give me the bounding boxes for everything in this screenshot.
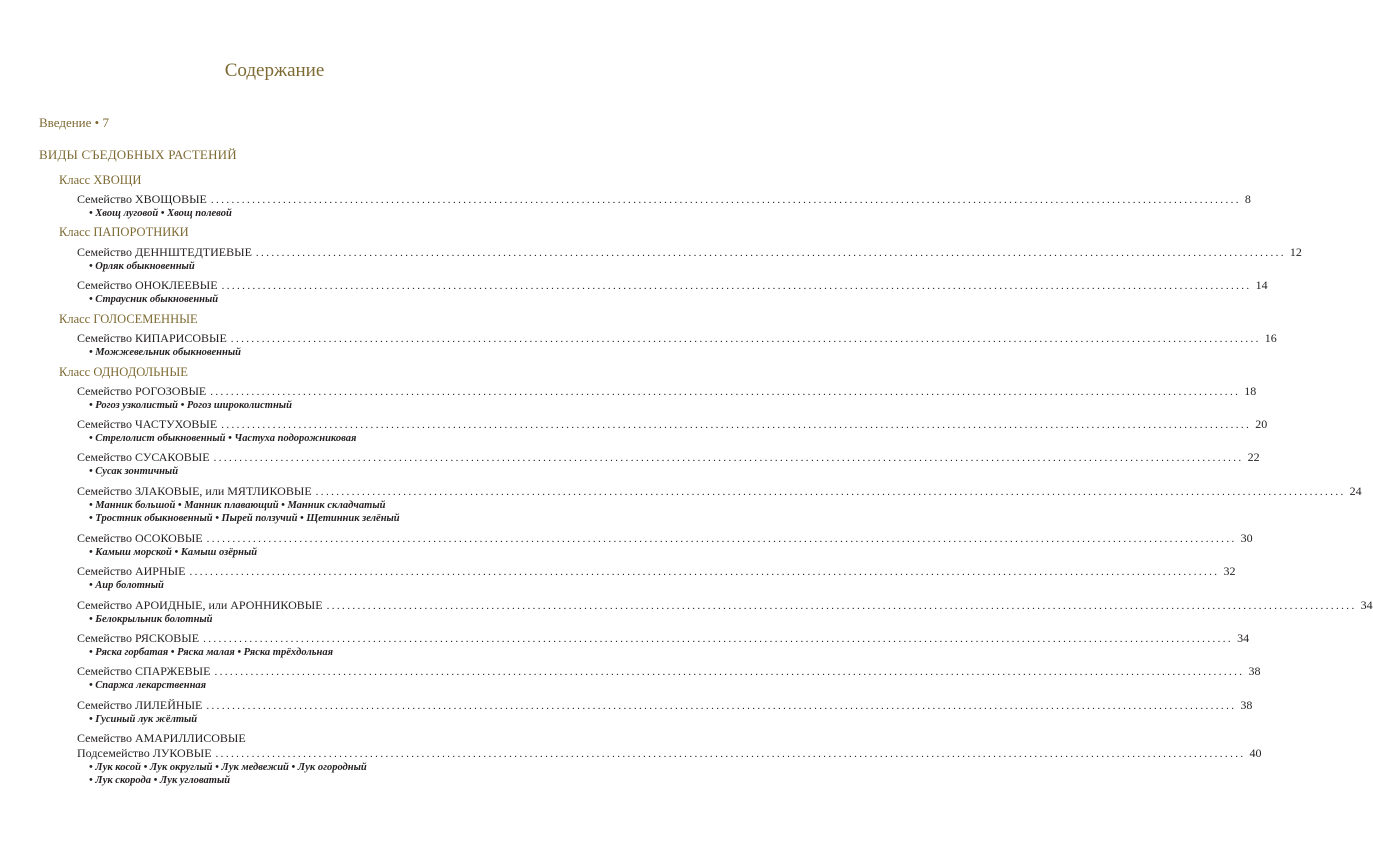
family-name: Семейство РОГОЗОВЫЕ: [77, 384, 207, 398]
species-list: • Тростник обыкновенный • Пырей ползучий • Щетинник зелёный: [89, 513, 400, 524]
leader-dots: ........................................................................................................................................................................................................: [213, 452, 1244, 464]
page-number: 14: [1255, 278, 1268, 292]
leader-dots: ........................................................................................................................................................................................................: [230, 333, 1261, 345]
leader-dots: ........................................................................................................................................................................................................: [210, 194, 1241, 206]
family-name: Семейство ХВОЩОВЫЕ: [77, 192, 207, 206]
toc-entry[interactable]: [77, 192, 1251, 220]
species-list: • Камыш морской • Камыш озёрный: [89, 547, 258, 558]
page-number: 12: [1289, 245, 1302, 259]
page-number: 40: [1249, 746, 1262, 760]
family-name: Семейство ЛИЛЕЙНЫЕ: [77, 698, 203, 712]
page-number: 34: [1360, 598, 1373, 612]
page-number: 8: [1244, 192, 1251, 206]
page-number: 22: [1247, 450, 1260, 464]
page-number: 24: [1349, 484, 1362, 498]
page-number: 30: [1240, 531, 1253, 545]
species-list: • Рогоз узколистый • Рогоз широколистный: [89, 400, 292, 411]
species-list: • Спаржа лекарственная: [89, 680, 207, 691]
page-number: 16: [1264, 331, 1277, 345]
toc-entry[interactable]: [77, 450, 1260, 478]
class-heading: Класс ОДНОДОЛЬНЫЕ: [59, 365, 188, 379]
leader-dots: ........................................................................................................................................................................................................: [214, 666, 1245, 678]
toc-entry[interactable]: [77, 245, 1302, 273]
family-name: Семейство РЯСКОВЫЕ: [77, 631, 200, 645]
family-name: Семейство АРОИДНЫЕ, или АРОННИКОВЫЕ: [77, 598, 323, 612]
leader-dots: ........................................................................................................................................................................................................: [221, 419, 1252, 431]
toc-entry[interactable]: [77, 564, 1236, 592]
section-heading: ВИДЫ СЪЕДОБНЫХ РАСТЕНИЙ: [39, 147, 237, 162]
toc-entry[interactable]: [77, 664, 1261, 692]
leader-dots: ........................................................................................................................................................................................................: [206, 700, 1237, 712]
toc-entry[interactable]: [77, 631, 1250, 659]
toc-entry[interactable]: [77, 278, 1268, 306]
intro-link[interactable]: Введение • 7: [39, 115, 109, 130]
toc-entry[interactable]: [77, 417, 1268, 445]
family-name: Семейство ЧАСТУХОВЫЕ: [77, 417, 218, 431]
page-number: 32: [1223, 564, 1236, 578]
class-heading: Класс ХВОЩИ: [59, 173, 142, 187]
toc-entry[interactable]: [77, 731, 1262, 787]
leader-dots: ........................................................................................................................................................................................................: [215, 748, 1246, 760]
species-list: • Манник большой • Манник плавающий • Манник складчатый: [89, 500, 386, 511]
page-number: 38: [1248, 664, 1261, 678]
family-name: Семейство АМАРИЛЛИСОВЫЕ: [77, 731, 246, 745]
species-list: • Аир болотный: [89, 580, 164, 591]
leader-dots: ........................................................................................................................................................................................................: [315, 486, 1346, 498]
species-list: • Сусак зонтичный: [89, 466, 179, 477]
species-list: • Можжевельник обыкновенный: [89, 347, 241, 358]
family-name: Семейство СУСАКОВЫЕ: [77, 450, 210, 464]
toc-entry[interactable]: [77, 698, 1253, 726]
family-name: Семейство АИРНЫЕ: [77, 564, 186, 578]
species-list: • Белокрыльник болотный: [89, 614, 213, 625]
page-number: 20: [1255, 417, 1268, 431]
family-name: Семейство ДЕННШТЕДТИЕВЫЕ: [77, 245, 252, 259]
toc-entry[interactable]: [77, 531, 1253, 559]
toc-entry[interactable]: [77, 384, 1257, 412]
family-name: Семейство СПАРЖЕВЫЕ: [77, 664, 211, 678]
subfamily-name: Подсемейство ЛУКОВЫЕ: [77, 746, 212, 760]
family-name: Семейство ЗЛАКОВЫЕ, или МЯТЛИКОВЫЕ: [77, 484, 312, 498]
leader-dots: ........................................................................................................................................................................................................: [221, 280, 1252, 292]
family-name: Семейство ОНОКЛЕЕВЫЕ: [77, 278, 218, 292]
toc-entry[interactable]: [77, 484, 1362, 525]
toc-entry[interactable]: [77, 331, 1277, 359]
leader-dots: ........................................................................................................................................................................................................: [206, 533, 1237, 545]
page-number: 38: [1240, 698, 1253, 712]
leader-dots: ........................................................................................................................................................................................................: [210, 386, 1241, 398]
species-list: • Страусник обыкновенный: [89, 294, 219, 305]
class-heading: Класс ПАПОРОТНИКИ: [59, 225, 189, 239]
page-number: 34: [1237, 631, 1250, 645]
species-list: • Ряска горбатая • Ряска малая • Ряска трёхдольная: [89, 647, 334, 658]
family-name: Семейство КИПАРИСОВЫЕ: [77, 331, 227, 345]
page-number: 18: [1244, 384, 1257, 398]
leader-dots: ........................................................................................................................................................................................................: [189, 566, 1220, 578]
leader-dots: ........................................................................................................................................................................................................: [255, 247, 1286, 259]
page-title: Содержание: [224, 60, 325, 81]
species-list: • Орляк обыкновенный: [89, 261, 195, 272]
species-list: • Лук косой • Лук округлый • Лук медвежий • Лук огородный: [89, 762, 367, 773]
class-heading: Класс ГОЛОСЕМЕННЫЕ: [59, 312, 198, 326]
toc-entry[interactable]: [77, 598, 1373, 626]
species-list: • Гусиный лук жёлтый: [89, 714, 198, 725]
family-name: Семейство ОСОКОВЫЕ: [77, 531, 203, 545]
leader-dots: ........................................................................................................................................................................................................: [326, 600, 1357, 612]
species-list: • Хвощ луговой • Хвощ полевой: [89, 208, 232, 219]
leader-dots: ........................................................................................................................................................................................................: [203, 633, 1234, 645]
species-list: • Стрелолист обыкновенный • Частуха подорожниковая: [89, 433, 357, 444]
species-list: • Лук скорода • Лук угловатый: [89, 775, 231, 786]
